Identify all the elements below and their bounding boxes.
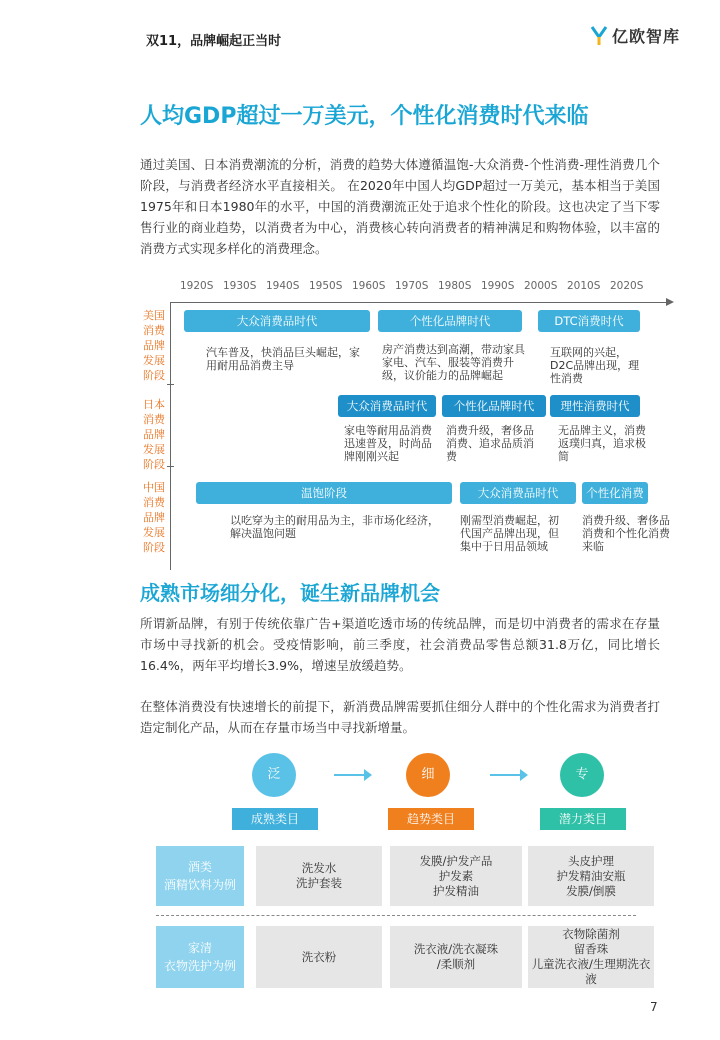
decade-label: 1930S — [223, 280, 257, 292]
timeline-vertical-axis — [170, 302, 171, 570]
row-label-liquor: 酒类 酒精饮料为例 — [156, 846, 244, 906]
yiou-logo-icon — [590, 25, 608, 47]
decade-label: 1940S — [266, 280, 300, 292]
us-note-1: 汽车普及，快消品巨头崛起，家用耐用品消费主导 — [206, 346, 360, 372]
decade-label: 1990S — [481, 280, 515, 292]
decade-label: 1980S — [438, 280, 472, 292]
paragraph-new-brands: 所谓新品牌，有别于传统依靠广告+渠道吃透市场的传统品牌，而是切中消费者的需求在存量市场中寻找新的机会。受疫情影响，前三季度，社会消费品零售总额31.8万亿，同比增长16.4%，两年平均增长3.9%，增速呈放缓趋势。 — [140, 616, 660, 673]
decade-label: 1960S — [352, 280, 386, 292]
cell-liquor-potential: 头皮护理 护发精油安瓶 发膜/倒膜 — [528, 846, 654, 906]
decade-label: 2010S — [567, 280, 601, 292]
divider — [156, 915, 636, 916]
cell-household-trend: 洗衣液/洗衣凝珠 /柔顺剂 — [390, 926, 522, 988]
cell-household-potential: 衣物除菌剂 留香珠 儿童洗衣液/生理期洗衣液 — [528, 926, 654, 988]
circle-fine: 细 — [406, 753, 450, 797]
cn-note-2: 刚需型消费崛起，初代国产品牌出现，但集中于日用品领域 — [460, 514, 559, 553]
us-bar-dtc: DTC消费时代 — [538, 310, 640, 332]
arrow-right-icon — [334, 774, 370, 776]
cn-note-1: 以吃穿为主的耐用品为主，非市场化经济，解决温饱问题 — [230, 514, 439, 540]
cell-liquor-trend: 发膜/护发产品 护发素 护发精油 — [390, 846, 522, 906]
jp-bar-mass: 大众消费品时代 — [338, 395, 436, 417]
cell-household-mature: 洗衣粉 — [256, 926, 382, 988]
logo — [590, 24, 680, 47]
decade-label: 1920S — [180, 280, 214, 292]
jp-note-2: 消费升级，奢侈品消费、追求品质消费 — [446, 424, 534, 463]
cell-liquor-mature: 洗发水 洗护套装 — [256, 846, 382, 906]
cn-bar-mass: 大众消费品时代 — [460, 482, 576, 504]
jp-note-3: 无品牌主义，消费返璞归真，追求极简 — [558, 424, 646, 463]
category-trend: 趋势类目 — [388, 808, 474, 830]
arrow-right-icon — [490, 774, 526, 776]
row-label-china: 中国消费品牌发展阶段 — [143, 481, 165, 554]
row-label-household: 家清 衣物洗护为例 — [156, 926, 244, 988]
section-heading-gdp: 人均GDP超过一万美元，个性化消费时代来临 — [140, 104, 589, 129]
paragraph-consumption-trend: 通过美国、日本消费潮流的分析，消费的趋势大体遵循温饱-大众消费-个性消费-理性消费几个阶段，与消费者经济水平直接相关。 在2020年中国人均GDP超过一万美元，基本相当于美国1975年和日本1980年的水平，中国的消费潮流正处于追求个性化的阶段。这也决定了当下零售行业的商业趋势，以消费者为中心，消费核心转向消费者的精神满足和购物体验，以丰富的消费方式实现多样化的消费理念。 — [140, 157, 660, 256]
jp-bar-personal: 个性化品牌时代 — [442, 395, 546, 417]
circle-specialized: 专 — [560, 753, 604, 797]
us-note-2: 房产消费达到高潮，带动家具家电、汽车、服装等消费升级，议价能力的品牌崛起 — [382, 343, 525, 382]
us-bar-personal: 个性化品牌时代 — [378, 310, 522, 332]
category-potential: 潜力类目 — [540, 808, 626, 830]
decade-label: 1950S — [309, 280, 343, 292]
axis-arrow-icon — [666, 298, 674, 306]
paragraph-customization: 在整体消费没有快速增长的前提下，新消费品牌需要抓住细分人群中的个性化需求为消费者打造定制化产品，从而在存量市场当中寻找新增量。 — [140, 699, 660, 735]
consumption-timeline — [140, 276, 680, 566]
decade-label: 2020S — [610, 280, 644, 292]
logo-text: 亿欧智库 — [612, 27, 681, 46]
header-title: 双11，品牌崛起正当时 — [146, 34, 282, 49]
jp-bar-rational: 理性消费时代 — [550, 395, 640, 417]
circle-broad: 泛 — [252, 753, 296, 797]
cn-note-3: 消费升级、奢侈品消费和个性化消费来临 — [582, 514, 670, 553]
us-bar-mass: 大众消费品时代 — [184, 310, 370, 332]
us-note-3: 互联网的兴起，D2C品牌出现，理性消费 — [550, 346, 640, 385]
row-label-us: 美国消费品牌发展阶段 — [143, 309, 165, 382]
decade-label: 2000S — [524, 280, 558, 292]
timeline-axis — [170, 302, 670, 303]
cn-bar-personal: 个性化消费 — [582, 482, 648, 504]
row-label-japan: 日本消费品牌发展阶段 — [143, 398, 165, 471]
section-heading-segmentation: 成熟市场细分化，诞生新品牌机会 — [140, 581, 440, 605]
category-mature: 成熟类目 — [232, 808, 318, 830]
cn-bar-subsistence: 温饱阶段 — [196, 482, 452, 504]
page-number: 7 — [650, 1000, 658, 1014]
decade-label: 1970S — [395, 280, 429, 292]
jp-note-1: 家电等耐用品消费迅速普及，时尚品牌刚刚兴起 — [344, 424, 432, 463]
